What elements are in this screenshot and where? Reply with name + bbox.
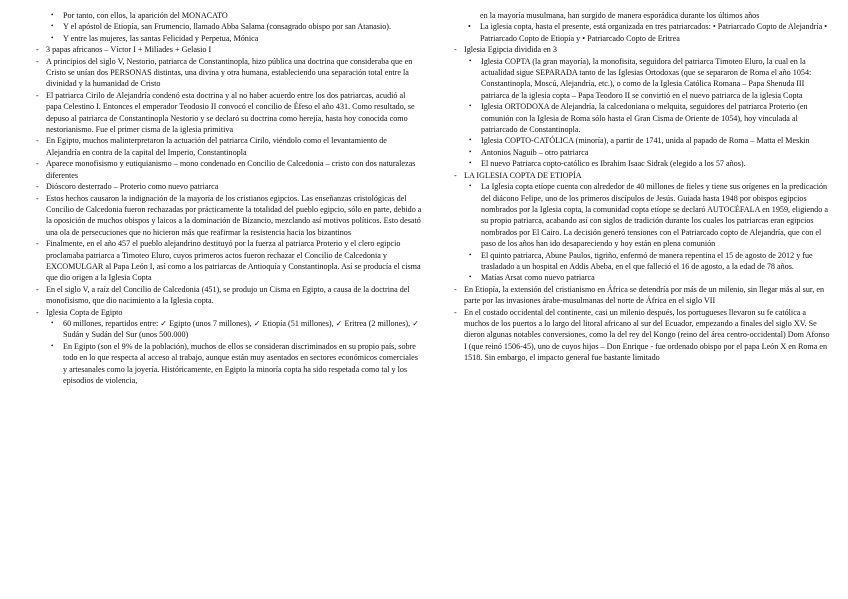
- bullet-list-item: [36, 10, 422, 21]
- right-column: [454, 10, 832, 364]
- paragraph-text: A principios del siglo V, Nestorio, patriarca de Constantinopla, hizo pública una doctrina que consideraba que en Cristo se unían dos PERSONAS distintas, una divina y otra humana, estableciendo una separación total entre la divinidad y la humanidad de Cristo: [46, 56, 413, 89]
- bullet-marker: •: [51, 33, 54, 42]
- paragraph-text: Finalmente, en el año 457 el pueblo alejandrino destituyó por la fuerza al patriarca Proterio y el clero egipcio proclamaba patriarca a Timoteo Eluro, cuyos primeros actos fueron rechazar el Concilio de Calcedonia y EXCOMULGAR al Papa León I, así como a los patriarcas de Antioquía y Constantinopla. Así se producía el cisma que dio origen a la Iglesia Copta: [46, 239, 421, 283]
- dash-marker: -: [36, 193, 39, 203]
- left-column: [36, 10, 422, 386]
- paragraph-text: Dióscoro desterrado – Proterio como nuevo patriarca: [46, 182, 219, 192]
- dash-marker: -: [36, 136, 39, 146]
- bullet-list-item: [454, 272, 832, 283]
- dash-list-item: [36, 238, 422, 284]
- paragraph-text: En Egipto, muchos malinterpretaron la actuación del patriarca Cirilo, viéndolo como el levantamiento de Alejandría en contra de la capital del Imperio, Constantinopla: [46, 136, 387, 157]
- bullet-marker: •: [468, 22, 471, 32]
- bullet-list-item: [36, 318, 422, 341]
- paragraph-text: La iglesia copta, hasta el presente, está organizada en tres patriarcados: • Patriarcado Copto de Alejandría • Patriarcado Copto de Etiopía y • Patriarcado Copto de Eritrea: [480, 22, 828, 43]
- bullet-list-item: [454, 10, 832, 21]
- dash-list-item: [36, 56, 422, 90]
- bullet-marker: •: [51, 22, 54, 31]
- dash-list-item: [36, 44, 422, 55]
- bullet-list-item: [454, 21, 832, 44]
- bullet-marker: •: [469, 159, 472, 168]
- dash-list-item: [36, 158, 422, 181]
- bullet-list-item: [454, 135, 832, 146]
- dash-list-item: [454, 44, 832, 55]
- paragraph-text: El patriarca Cirilo de Alejandría condenó esta doctrina y al no haber acuerdo entre los dos patriarcas, acudió al papa Celestino I. Entonces el emperador Teodosio II convocó el concilio de Éfeso el año 431. Como resultado, se depuso al patriarca de Constantinopla Nestorio y se declaró su doctrina como herejía, hasta hoy conocida como nestorianismo. Fue el primer cisma de la iglesia primitiva: [46, 90, 415, 135]
- paragraph-text: 3 papas africanos – Víctor I + Milíades + Gelasio I: [46, 45, 212, 55]
- paragraph-text: En Egipto (son el 9% de la población), muchos de ellos se consideran discriminados en su propio país, sobre todo en lo que respecta al acceso al trabajo, aunque están muy asentados en sectores económicos comerciales y artesanales como la joyería. Históricamente, en Egipto la minoría copta ha sido respetada como tal y los episodios de violencia,: [63, 341, 418, 385]
- paragraph-text: Aparece monofisismo y eutiquianismo – mono condenado en Concilio de Calcedonia – cristo con dos naturalezas diferentes: [46, 159, 416, 180]
- bullet-marker: •: [469, 136, 472, 145]
- paragraph-text: Iglesia ORTODOXA de Alejandría, la calcedoniana o melquita, seguidores del patriarca Proterio (en comunión con la Iglesia de Roma sólo hasta el Gran Cisma de Oriente de 1054), hoy vinculada al patriarcado de Constantinopla.: [481, 102, 808, 135]
- dash-marker: -: [454, 284, 457, 294]
- paragraph-text: 60 millones, repartidos entre: ✓ Egipto (unos 7 millones), ✓ Etiopía (51 millones), ✓ Eritrea (2 millones), ✓ Sudán y Sudán del Sur (unos 500.000): [63, 318, 420, 340]
- paragraph-text: En el siglo V, a raíz del Concilio de Calcedonia (451), se produjo un Cisma en Egipto, a causa de la doctrina del monofisismo, que dio nacimiento a la Iglesia copta.: [46, 284, 410, 306]
- paragraph-text: El nuevo Patriarca copto-católico es Ibrahim Isaac Sidrak (elegido a los 57 años).: [481, 159, 746, 169]
- dash-list-item: [454, 307, 832, 364]
- dash-marker: -: [36, 307, 39, 317]
- dash-list-item: [36, 307, 422, 318]
- bullet-list-item: [454, 147, 832, 158]
- bullet-list-item: [454, 101, 832, 135]
- dash-marker: -: [36, 159, 39, 169]
- dash-marker: -: [36, 45, 39, 55]
- paragraph-text: En el costado occidental del continente, casi un milenio después, los portugueses llevaron su fe católica a muchos de los puertos a lo largo del litoral africano al sur del Ecuador, empezando a finales del siglo XV. Se dieron algunas notables conversiones, como la del rey del Kongo (reino del área centro-occidental) Dom Afonso I (que reinó 1506-45), uno de cuyos hijos – Don Enrique - fue ordenado obispo por el papa León X en Roma en 1518. Sin embargo, el impacto general fue bastante limitado: [464, 307, 830, 363]
- dash-marker: -: [36, 182, 39, 192]
- dash-marker: -: [36, 56, 39, 66]
- bullet-marker: •: [469, 273, 472, 282]
- paragraph-text: Y entre las mujeres, las santas Felicidad y Perpetua, Mónica: [63, 33, 259, 43]
- dash-list-item: [36, 135, 422, 158]
- paragraph-text: La Iglesia copta etíope cuenta con alrededor de 40 millones de fieles y tiene sus orígenes en la predicación del diácono Felipe, uno de los primeros discípulos de Jesús. Guiada hasta 1948 por obispos egipcios nombrados por la Iglesia copta, la comunidad copta etíope se declaró AUTOCÉFALA en 1959, eligiendo a su propio patriarca, acabando así con siglos de tradición durante los cuales los patriarcas eran egipcios nombrados por El Cairo. La decisión generó tensiones con el Patriarcado copto de Alejandría, que con el paso de los años han ido desapareciendo y hoy están en plena comunión: [481, 182, 828, 249]
- bullet-marker: •: [469, 56, 472, 65]
- dash-list-item: [36, 90, 422, 136]
- bullet-list-item: [454, 181, 832, 249]
- dash-list-item: [454, 284, 832, 307]
- paragraph-text: El quinto patriarca, Abune Paulos, tigriño, enfermó de manera repentina el 15 de agosto de 2012 y fue trasladado a un hospital en Addis Abeba, en el que falleció el 16 de agosto, a la edad de 78 años.: [481, 250, 813, 271]
- bullet-list-item: [36, 33, 422, 44]
- bullet-list-item: [36, 341, 422, 387]
- bullet-marker: •: [469, 250, 472, 259]
- paragraph-text: Iglesia Egipcia dividida en 3: [464, 45, 557, 55]
- paragraph-text: Iglesia Copta de Egipto: [46, 307, 123, 317]
- bullet-marker: •: [51, 318, 54, 327]
- paragraph-text: Iglesia COPTA (la gran mayoría), la monofisita, seguidora del patriarca Timoteo Eluro, la cual en la actualidad sigue SEPARADA tanto de las Iglesias Ortodoxas (que se separaron de Roma el año 1054: Constantinopla, Moscú, Alejandría, etc.), o como de la Iglesia Católica Romana – Papa Shenuda III patriarca de la iglesia copta – Papa Teodoro II se convirtió en el nuevo patriarca de la iglesia Copta: [481, 56, 812, 100]
- paragraph-text: Iglesia COPTO-CATÓLICA (minoría), a partir de 1741, unida al papado de Roma – Matta el Meskin: [481, 136, 810, 146]
- bullet-list-item: [454, 250, 832, 273]
- paragraph-text: Estos hechos causaron la indignación de la mayoría de los cristianos egipcios. Las enseñanzas cristológicas del Concilio de Calcedonia fueron rechazadas por prácticamente la totalidad del pueblo egipcio, sólo en parte, debido a la oposición de muchos obispos y laicos a la dominación de Bizancio, mezclando así motivos políticos. Esto desató una ola de persecuciones que no hicieron más que reafirmar la resistencia hacia los bizantinos: [46, 193, 422, 237]
- bullet-list-item: [454, 158, 832, 169]
- dash-marker: -: [36, 90, 39, 100]
- paragraph-text: Y el apóstol de Etiopía, san Frumencio, llamado Abba Salama (consagrado obispo por san Atanasio).: [63, 22, 392, 32]
- paragraph-text: LA IGLESIA COPTA DE ETIOPÍA: [464, 170, 582, 180]
- bullet-list-item: [36, 21, 422, 32]
- dash-marker: -: [36, 239, 39, 249]
- paragraph-text: Matías Arsat como nuevo patriarca: [481, 273, 595, 283]
- bullet-marker: •: [469, 182, 472, 191]
- bullet-marker: •: [51, 11, 54, 19]
- dash-list-item: [36, 181, 422, 192]
- dash-list-item: [36, 284, 422, 307]
- paragraph-text: En Etiopía, la extensión del cristianismo en África se detendría por más de un milenio, sin llegar más al sur, en parte por las invasiones árabe-musulmanas del norte de África en el siglo VII: [464, 284, 825, 306]
- dash-marker: -: [454, 307, 457, 317]
- dash-list-item: [454, 170, 832, 181]
- paragraph-text: en la mayoría musulmana, han surgido de manera esporádica durante los últimos años: [480, 11, 760, 20]
- dash-marker: -: [454, 45, 457, 55]
- bullet-list-item: [454, 56, 832, 102]
- bullet-marker: •: [469, 102, 472, 111]
- bullet-marker: •: [469, 147, 472, 156]
- dash-list-item: [36, 193, 422, 239]
- paragraph-text: Antonios Naguib – otro patriarca: [481, 147, 589, 157]
- dash-marker: -: [454, 170, 457, 180]
- bullet-marker: •: [51, 341, 54, 350]
- dash-marker: -: [36, 284, 39, 294]
- paragraph-text: Por tanto, con ellos, la aparición del MONACATO: [63, 11, 228, 20]
